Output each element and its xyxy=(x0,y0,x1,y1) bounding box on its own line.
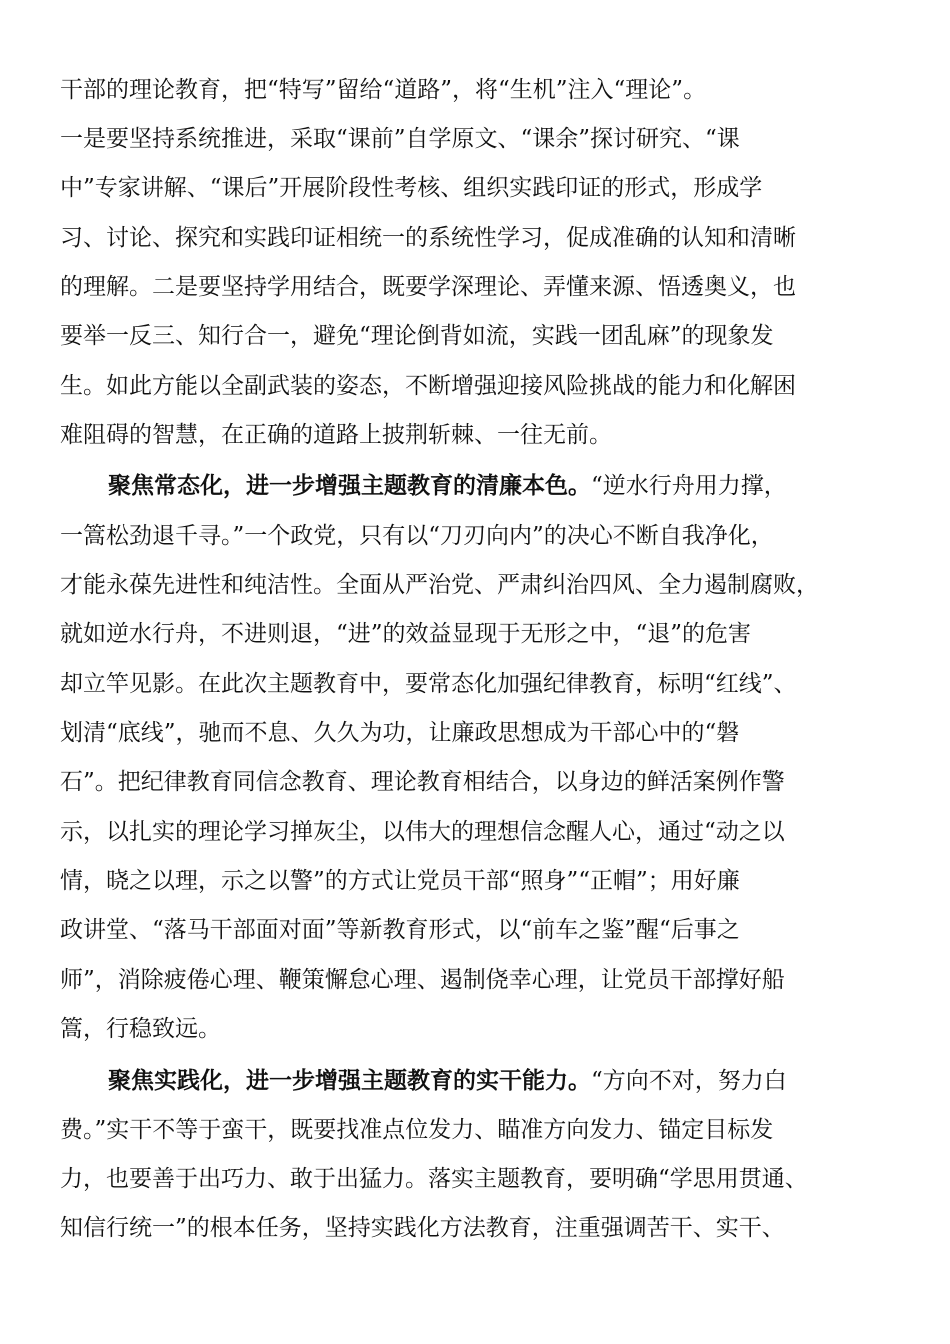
text-line: 的理解。二是要坚持学用结合，既要学深理论、弄懂来源、悟透奥义，也 xyxy=(60,274,796,300)
section-first-line xyxy=(108,466,787,506)
text-line: 一篙松劲退千寻。”一个政党，只有以“刀刃向内”的决心不断自我净化， xyxy=(60,523,774,549)
text-line: 一是要坚持系统推进，采取“课前”自学原文、“课余”探讨研究、“课 xyxy=(60,126,740,152)
text-line: 干部的理论教育，把“特写”留给“道路”，将“生机”注入“理论”。 xyxy=(60,77,707,103)
text-line: 中”专家讲解、“课后”开展阶段性考核、组织实践印证的形式，形成学 xyxy=(60,175,763,201)
text-line: 就如逆水行舟，不进则退，“进”的效益显现于无形之中，“退”的危害 xyxy=(60,621,752,647)
text-line: 师”，消除疲倦心理、鞭策懈怠心理、遏制侥幸心理，让党员干部撑好船 xyxy=(60,967,785,993)
text-line: 篙，行稳致远。 xyxy=(60,1016,221,1042)
section-first-line xyxy=(108,1061,787,1101)
text-line: 情，晓之以理，示之以警”的方式让党员干部“照身”“正帽”；用好廉 xyxy=(60,868,740,894)
text-line: 习、讨论、探究和实践印证相统一的系统性学习，促成准确的认知和清晰 xyxy=(60,225,796,251)
section-heading: 聚焦实践化，进一步增强主题教育的实干能力。 xyxy=(108,1068,591,1094)
text-line: 政讲堂、“落马干部面对面”等新教育形式，以“前车之鉴”醒“后事之 xyxy=(60,917,740,943)
text-line: 力，也要善于出巧力、敢于出猛力。落实主题教育，要明确“学思用贯通、 xyxy=(60,1166,808,1192)
text-line: 生。如此方能以全副武装的姿态，不断增强迎接风险挑战的能力和化解困 xyxy=(60,373,796,399)
text-line: 知信行统一”的根本任务，坚持实践化方法教育，注重强调苦干、实干、 xyxy=(60,1215,785,1241)
section-text: “方向不对，努力白 xyxy=(591,1068,787,1094)
text-line: 却立竿见影。在此次主题教育中，要常态化加强纪律教育，标明“红线”、 xyxy=(60,671,797,697)
text-line: 石”。把纪律教育同信念教育、理论教育相结合，以身边的鲜活案例作警 xyxy=(60,769,785,795)
section-text: “逆水行舟用力撑， xyxy=(591,473,787,499)
text-line: 划清“底线”，驰而不息、久久为功，让廉政思想成为干部心中的“磐 xyxy=(60,720,740,746)
text-line: 费。”实干不等于蛮干，既要找准点位发力、瞄准方向发力、锚定目标发 xyxy=(60,1117,774,1143)
text-line: 要举一反三、知行合一，避免“理论倒背如流，实践一团乱麻”的现象发 xyxy=(60,323,774,349)
text-line: 才能永葆先进性和纯洁性。全面从严治党、严肃纠治四风、全力遏制腐败， xyxy=(60,572,819,598)
text-line: 示，以扎实的理论学习掸灰尘，以伟大的理想信念醒人心，通过“动之以 xyxy=(60,819,785,845)
text-line: 难阻碍的智慧，在正确的道路上披荆斩棘、一往无前。 xyxy=(60,422,612,448)
section-heading: 聚焦常态化，进一步增强主题教育的清廉本色。 xyxy=(108,473,591,499)
